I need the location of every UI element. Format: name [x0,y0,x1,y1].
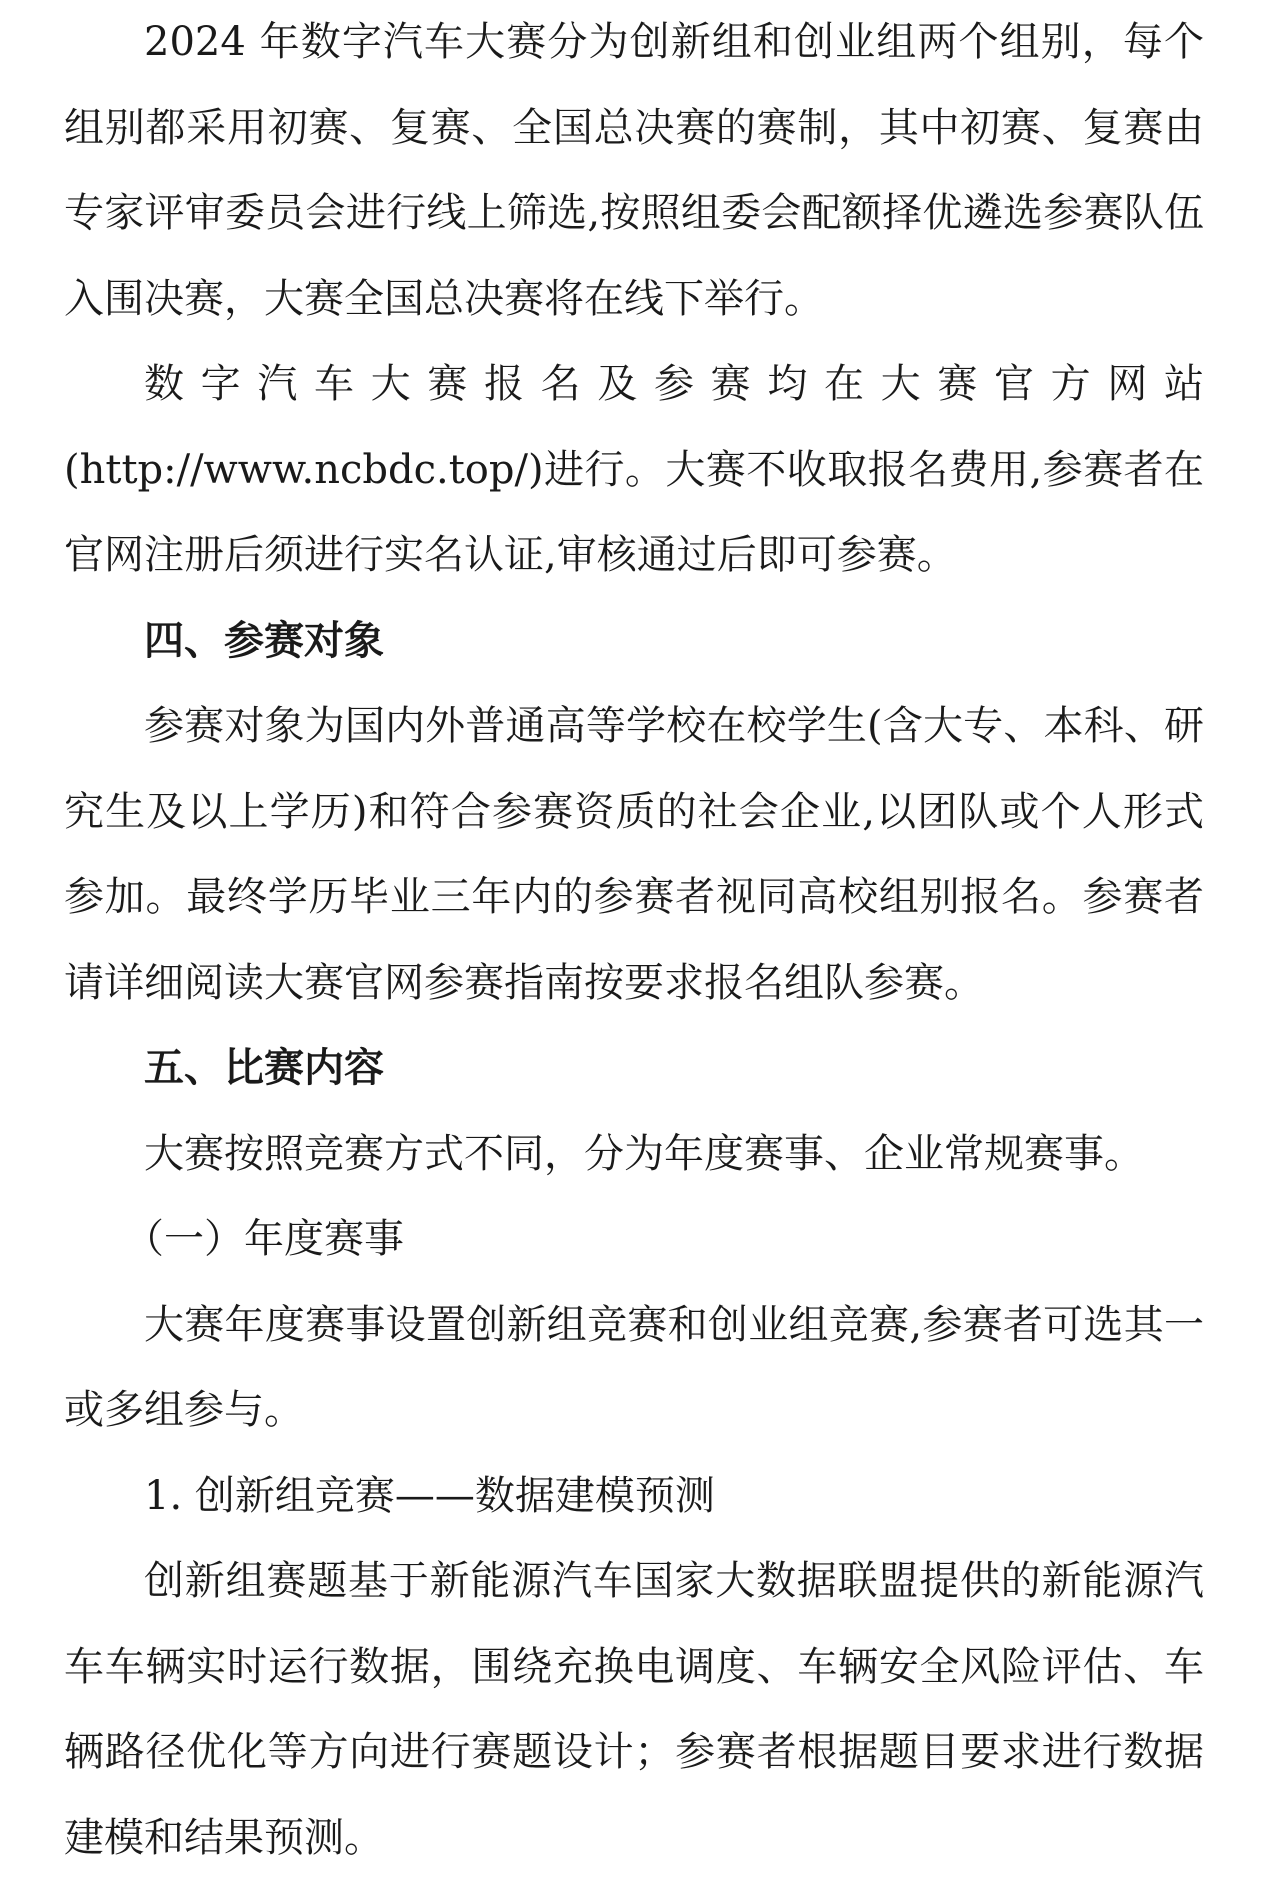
paragraph-participants: 参赛对象为国内外普通高等学校在校学生(含大专、本科、研究生及以上学历)和符合参赛资质的社会企业,以团队或个人形式参加。最终学历毕业三年内的参赛者视同高校组别报名。参赛者请详细阅读大赛官网参赛指南按要求报名组队参赛。 [64,703,1204,1006]
paragraph-innovation-topic: 创新组赛题基于新能源汽车国家大数据联盟提供的新能源汽车车辆实时运行数据，围绕充换电调度、车辆安全风险评估、车辆路径优化等方向进行赛题设计；参赛者根据题目要求进行数据建模和结果预测。 [64,1558,1204,1861]
section-heading-participants: 四、参赛对象 [144,617,384,664]
subsection-heading-annual: （一）年度赛事 [124,1216,404,1262]
paragraph-competition-format: 2024 年数字汽车大赛分为创新组和创业组两个组别，每个组别都采用初赛、复赛、全国总决赛的赛制，其中初赛、复赛由专家评审委员会进行线上筛选,按照组委会配额择优遴选参赛队伍入围决赛，大赛全国总决赛将在线下举行。 [64,19,1204,322]
paragraph-registration: 数字汽车大赛报名及参赛均在大赛官方网站(http://www.ncbdc.top/)进行。大赛不收取报名费用,参赛者在官网注册后须进行实名认证,审核通过后即可参赛。 [64,361,1204,578]
document-body [64,0,1204,1881]
item-heading-innovation: 1. 创新组竞赛——数据建模预测 [144,1472,715,1519]
section-heading-content: 五、比赛内容 [144,1045,384,1091]
paragraph-annual-groups: 大赛年度赛事设置创新组竞赛和创业组竞赛,参赛者可选其一或多组参与。 [64,1301,1204,1433]
paragraph-competition-types: 大赛按照竞赛方式不同，分为年度赛事、企业常规赛事。 [144,1130,1144,1177]
